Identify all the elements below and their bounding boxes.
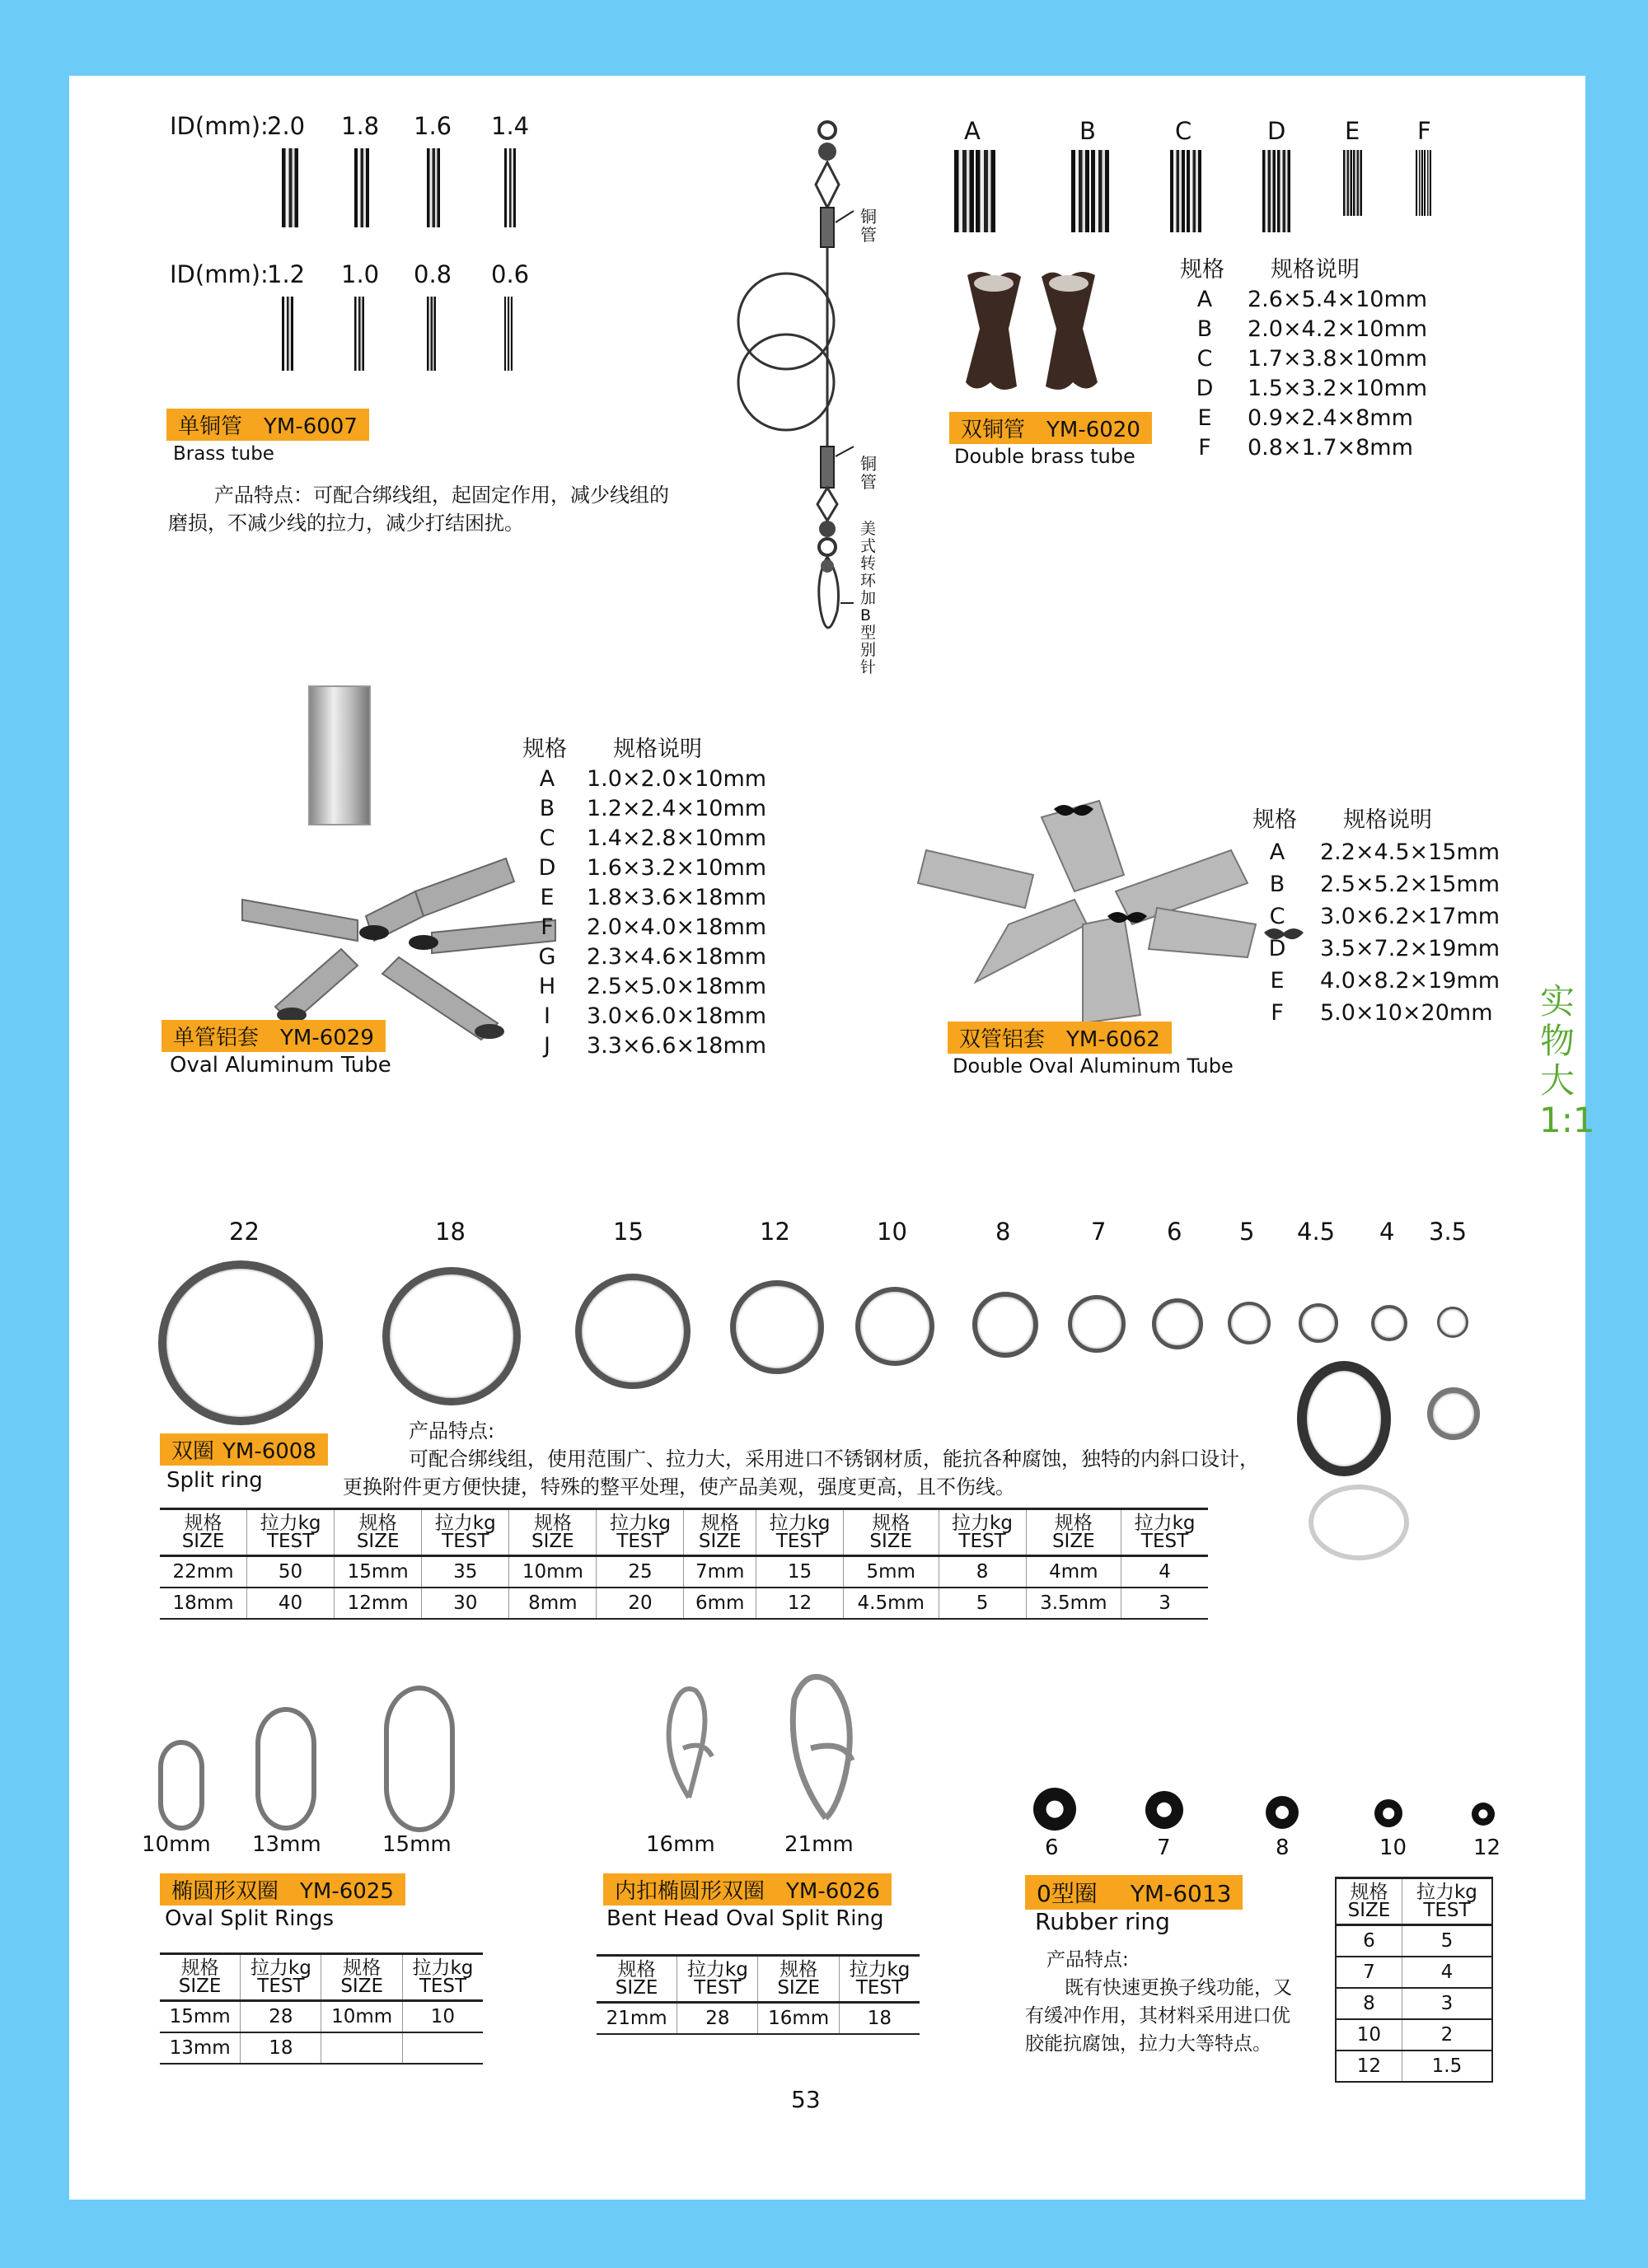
- brass-tube-id-label-1: ID(mm):: [170, 112, 269, 140]
- split-ring-en-name: Split ring: [166, 1468, 263, 1493]
- scale-note: 实物大1:1: [1539, 981, 1595, 1140]
- split-ring-image: [1068, 1295, 1126, 1353]
- split-ring-size: 6: [1167, 1218, 1182, 1246]
- split-ring-feature: 产品特点: 可配合绑线组，使用范围广、拉力大，采用进口不锈钢材质，能抗各种腐蚀，独特的内斜口设计， 更换附件更方便快捷，特殊的整平处理，使产品美观，强度更高，且不伤线。: [343, 1419, 1259, 1499]
- rig-label-brass-tube-mid: 铜管: [860, 454, 877, 492]
- double-brass-letter: B: [1079, 117, 1096, 145]
- double-brass-letter: F: [1417, 117, 1431, 145]
- bent-head-size: 21mm: [784, 1832, 854, 1857]
- oval-split-size: 10mm: [142, 1832, 211, 1857]
- double-brass-badge: 双铜管 YM-6020: [949, 412, 1152, 444]
- brass-tube-en-name: Brass tube: [173, 443, 274, 465]
- brass-tube-id-label-2: ID(mm):: [170, 260, 269, 288]
- table-row: 10 2: [1336, 2019, 1492, 2051]
- brass-tube-id-value: 0.8: [414, 260, 452, 288]
- oval-aluminum-en-name: Oval Aluminum Tube: [170, 1053, 391, 1078]
- rubber-ring-image: [1033, 1788, 1076, 1831]
- oval-split-size: 13mm: [252, 1832, 321, 1857]
- brass-tube-image: [354, 297, 364, 371]
- split-ring-size: 4.5: [1297, 1218, 1336, 1246]
- double-brass-tube-image: [1170, 150, 1185, 232]
- split-ring-closeup-small-image: [1427, 1387, 1480, 1440]
- double-brass-letter: E: [1345, 117, 1360, 145]
- split-ring-image: [382, 1267, 521, 1405]
- double-brass-letter: D: [1267, 117, 1286, 145]
- size-header: 规格 SIZE: [843, 1509, 939, 1556]
- split-ring-image: [1437, 1307, 1468, 1338]
- brass-tube-image: [282, 148, 298, 227]
- oval-split-table: 规格 SIZE 拉力kg TEST 规格 SIZE 拉力kg TEST 15mm 28 10mm 10 13mm 18: [160, 1952, 483, 2065]
- brass-tube-id-value: 1.8: [341, 112, 380, 140]
- table-row: 21mm 28 16mm 18: [597, 2003, 920, 2035]
- brass-tube-image: [427, 297, 436, 371]
- brass-tube-image: [354, 148, 369, 227]
- test-header: 拉力kg TEST: [422, 1509, 509, 1556]
- brass-tube-badge: 单铜管 YM-6007: [166, 409, 369, 441]
- test-header: 拉力kg TEST: [597, 1509, 684, 1556]
- test-header: 拉力kg TEST: [939, 1509, 1026, 1556]
- double-brass-tube-image: [1277, 150, 1290, 232]
- size-header: 规格 SIZE: [160, 1509, 247, 1556]
- rubber-ring-size: 8: [1276, 1835, 1290, 1860]
- split-ring-size: 15: [613, 1218, 644, 1246]
- rubber-ring-size: 12: [1473, 1835, 1501, 1860]
- brass-tube-image: [427, 148, 440, 227]
- brass-tube-id-value: 2.0: [267, 112, 306, 140]
- bent-head-size: 16mm: [646, 1832, 715, 1857]
- oval-aluminum-tube-photo: [308, 685, 371, 825]
- rubber-ring-image: [1145, 1791, 1183, 1829]
- table-row: 13mm 18: [160, 2032, 483, 2064]
- brass-tube-id-value: 1.0: [341, 260, 380, 288]
- brass-tube-id-value: 1.4: [491, 112, 530, 140]
- table-row: 8 3: [1336, 1988, 1492, 2019]
- split-ring-image: [158, 1260, 323, 1425]
- rubber-ring-image: [1266, 1796, 1299, 1829]
- split-ring-table: [160, 1508, 1208, 1620]
- test-header: 拉力kg TEST: [247, 1509, 335, 1556]
- bent-head-ring-images: [646, 1666, 910, 1831]
- rubber-ring-badge: 0型圈 YM-6013: [1025, 1875, 1243, 1910]
- split-ring-size: 4: [1379, 1218, 1395, 1246]
- rig-label-swivel-snap: 美式转环加B型别针: [860, 520, 877, 676]
- oval-split-ring-image: [158, 1740, 204, 1831]
- catalog-page: [69, 76, 1595, 2200]
- split-ring-size: 3.5: [1429, 1218, 1468, 1246]
- rig-label-brass-tube-top: 铜管: [860, 207, 877, 245]
- split-ring-image: [730, 1280, 824, 1374]
- table-row: 6 5: [1336, 1925, 1492, 1957]
- table-row: 12 1.5: [1336, 2051, 1492, 2082]
- double-brass-tube-image: [1343, 150, 1352, 216]
- split-ring-badge: 双圈 YM-6008: [160, 1433, 328, 1466]
- size-header: 规格 SIZE: [335, 1509, 422, 1556]
- double-brass-tube-image: [1091, 150, 1109, 232]
- split-ring-size: 8: [995, 1218, 1011, 1246]
- oval-split-size: 15mm: [382, 1832, 452, 1857]
- double-brass-letter: C: [1175, 117, 1192, 145]
- oval-split-en-name: Oval Split Rings: [165, 1906, 335, 1931]
- oval-split-ring-image: [384, 1686, 455, 1832]
- bent-head-badge: 内扣椭圆形双圈 YM-6026: [603, 1873, 892, 1906]
- double-brass-tube-image: [1353, 150, 1362, 216]
- split-ring-image: [1299, 1303, 1338, 1343]
- split-ring-size: 12: [760, 1218, 790, 1246]
- double-brass-en-name: Double brass tube: [954, 445, 1135, 468]
- size-header: 规格 SIZE: [1026, 1509, 1121, 1556]
- brass-tube-id-value: 1.2: [267, 260, 306, 288]
- split-ring-image: [855, 1287, 934, 1366]
- split-ring-image: [1228, 1302, 1271, 1344]
- double-brass-spec-list: 规格 规格说明 A 2.6×5.4×10mm B 2.0×4.2×10mm C 1.7×3.8×10mm D 1.5×3.2×10mm E 0.9×2.4×8mm F 0.8×1.7×8mm: [1180, 257, 1428, 461]
- rubber-ring-feature: 产品特点: 既有快速更换子线功能，又 有缓冲作用，其材料采用进口优 胶能抗腐蚀，拉力大等特点。: [1025, 1949, 1292, 2055]
- double-brass-tube-photo: [951, 267, 1116, 399]
- split-ring-image: [575, 1274, 691, 1389]
- rubber-ring-size: 7: [1157, 1835, 1171, 1860]
- page-number: 53: [791, 2086, 821, 2113]
- rubber-ring-image: [1472, 1803, 1495, 1826]
- split-ring-size: 10: [877, 1218, 907, 1246]
- double-brass-tube-image: [954, 150, 974, 232]
- rubber-ring-size: 10: [1379, 1835, 1407, 1860]
- oval-aluminum-spec-list: 规格 规格说明 A 1.0×2.0×10mm B 1.2×2.4×10mm C 1.4×2.8×10mm D 1.6×3.2×10mm E 1.8×3.6×18mm F 2.0×4.0×18mm G 2.3×4.6×18mm H 2.5×5.0×18mm I 3.0×6.0×18mm J 3.3×6.6×18mm: [522, 737, 767, 1059]
- brass-tube-image: [504, 148, 516, 227]
- bent-head-table: 规格 SIZE 拉力kg TEST 规格 SIZE 拉力kg TEST 21mm 28 16mm 18: [597, 1954, 920, 2035]
- table-row: 7 4: [1336, 1957, 1492, 1988]
- double-oval-aluminum-spec-list: 规格 规格说明 A 2.2×4.5×15mm B 2.5×5.2×15mm C 3.0×6.2×17mm D 3.5×7.2×19mm E 4.0×8.2×19mm F 5.0×10×20mm: [1252, 807, 1501, 1026]
- rubber-ring-table: 规格 SIZE 拉力kg TEST 6 5 7 4 8 3 10 2 12 1.5: [1335, 1877, 1493, 2083]
- double-brass-letter: A: [964, 117, 981, 145]
- split-ring-image: [1371, 1305, 1407, 1341]
- double-brass-tube-image: [1262, 150, 1276, 232]
- split-ring-image: [972, 1292, 1038, 1358]
- test-header: 拉力kg TEST: [1121, 1509, 1208, 1556]
- double-brass-tube-image: [1424, 150, 1431, 216]
- rubber-ring-size: 6: [1045, 1835, 1059, 1860]
- table-row: 15mm 28 10mm 10: [160, 2001, 483, 2033]
- size-header: 规格 SIZE: [684, 1509, 756, 1556]
- brass-tube-id-value: 0.6: [491, 260, 530, 288]
- split-ring-size: 7: [1091, 1218, 1107, 1246]
- split-ring-image: [1152, 1298, 1203, 1349]
- split-ring-size: 18: [435, 1218, 466, 1246]
- double-brass-tube-image: [1416, 150, 1423, 216]
- oval-split-ring-image: [255, 1707, 316, 1831]
- split-ring-size: 5: [1239, 1218, 1255, 1246]
- rig-diagram: [679, 117, 992, 751]
- brass-tube-id-value: 1.6: [414, 112, 452, 140]
- oval-split-badge: 椭圆形双圈 YM-6025: [160, 1873, 405, 1906]
- bent-head-en-name: Bent Head Oval Split Ring: [606, 1906, 884, 1931]
- oval-aluminum-badge: 单管铝套 YM-6029: [162, 1020, 386, 1052]
- split-ring-size: 22: [229, 1218, 260, 1246]
- brass-tube-feature: 产品特点：可配合绑线组，起固定作用，减少线组的 磨损，不减少线的拉力，减少打结困扰。: [168, 484, 669, 535]
- double-brass-tube-image: [1071, 150, 1089, 232]
- double-oval-aluminum-en-name: Double Oval Aluminum Tube: [953, 1055, 1234, 1078]
- double-brass-tube-image: [976, 150, 995, 232]
- rubber-ring-en-name: Rubber ring: [1035, 1908, 1170, 1935]
- double-brass-tube-image: [1187, 150, 1201, 232]
- brass-tube-image: [504, 297, 513, 371]
- table-row: 18mm 40 12mm 30 8mm 20 6mm 12 4.5mm 5 3.5mm 3: [160, 1588, 1208, 1619]
- table-row: 22mm 50 15mm 35 10mm 25 7mm 15 5mm 8 4mm 4: [160, 1556, 1208, 1588]
- test-header: 拉力kg TEST: [756, 1509, 843, 1556]
- size-header: 规格 SIZE: [509, 1509, 597, 1556]
- double-oval-aluminum-badge: 双管铝套 YM-6062: [948, 1022, 1172, 1054]
- brass-tube-image: [282, 297, 293, 371]
- rubber-ring-image: [1374, 1799, 1402, 1827]
